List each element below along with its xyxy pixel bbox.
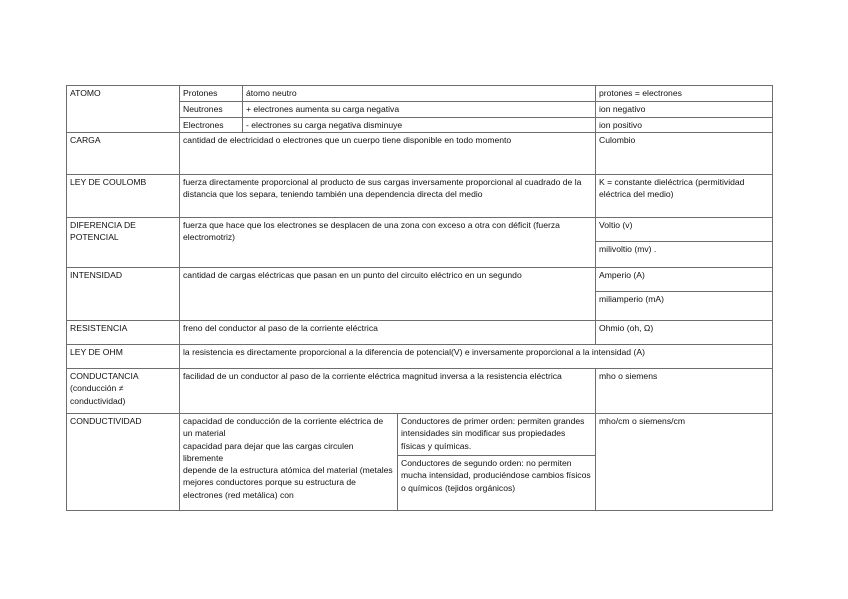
unit-conductancia: mho o siemens [596,369,773,414]
unit-potencial-voltio: Voltio (v) [596,218,773,242]
definition-resistencia: freno del conductor al paso de la corriente eléctrica [180,321,596,345]
table-row [67,414,773,511]
unit-conductividad: mho/cm o siemens/cm [596,414,773,511]
unit-carga: Culombio [596,133,773,175]
row-label-conductancia: CONDUCTANCIA (conducción ≠ conductividad) [67,369,180,414]
conductor-orders [398,414,596,511]
conductividad-line: capacidad de conducción de la corriente eléctrica de un material [183,416,384,439]
definition-coulomb: fuerza directamente proporcional al producto de sus cargas inversamente proporcional al cuadrado de la distancia que los separa, teniendo también una dependencia directa del medio [180,175,596,218]
unit-potencial-milivoltio: milivoltio (mv) . [596,242,773,268]
unit-intensidad-miliamperio: miliamperio (mA) [596,292,773,321]
definition-ohm: la resistencia es directamente proporcional a la diferencia de potencial(V) e inversamente proporcional a la intensidad (A) [180,345,773,369]
table-row [67,175,773,218]
unit-intensidad-amperio: Amperio (A) [596,268,773,292]
table-row [67,321,773,345]
definition-conductividad [180,414,398,511]
particle-name: Electrones [180,118,243,133]
row-label-conductividad: CONDUCTIVIDAD [67,414,180,511]
row-label-ohm: LEY DE OHM [67,345,180,369]
row-label-atomo: ATOMO [67,86,180,133]
row-label-coulomb: LEY DE COULOMB [67,175,180,218]
particle-desc: - electrones su carga negativa disminuye [243,118,596,133]
definition-carga: cantidad de electricidad o electrones que un cuerpo tiene disponible en todo momento [180,133,596,175]
particle-name: Protones [180,86,243,102]
definition-conductancia: facilidad de un conductor al paso de la corriente eléctrica magnitud inversa a la resistencia eléctrica [180,369,596,414]
conductividad-line: capacidad para dejar que las cargas circulen libremente [183,440,354,463]
row-label-potencial: DIFERENCIA DE POTENCIAL [67,218,180,268]
row-label-resistencia: RESISTENCIA [67,321,180,345]
particle-result: ion negativo [596,102,773,118]
table-row [67,369,773,414]
concepts-table [66,85,773,511]
table-row [67,218,773,242]
conductividad-line: depende de la estructura atómica del material (metales mejores conductores porque su estructura de electrones (red metálica) con [183,465,393,500]
particle-result: protones = electrones [596,86,773,102]
definition-intensidad: cantidad de cargas eléctricas que pasan en un punto del circuito eléctrico en un segundo [180,268,596,321]
table-row [67,86,773,102]
table-row [67,345,773,369]
orden-primero: Conductores de primer orden: permiten grandes intensidades sin modificar sus propiedades físicas y químicas. [398,414,595,456]
particle-result: ion positivo [596,118,773,133]
definition-potencial: fuerza que hace que los electrones se desplacen de una zona con exceso a otra con déficit (fuerza electromotriz) [180,218,596,268]
row-label-intensidad: INTENSIDAD [67,268,180,321]
table-row [67,133,773,175]
particle-name: Neutrones [180,102,243,118]
unit-resistencia: Ohmio (oh, Ω) [596,321,773,345]
particle-desc: + electrones aumenta su carga negativa [243,102,596,118]
unit-coulomb: K = constante dieléctrica (permitividad eléctrica del medio) [596,175,773,218]
orden-segundo: Conductores de segundo orden: no permiten mucha intensidad, produciéndose cambios físicos o químicos (tejidos orgánicos) [401,458,591,493]
row-label-carga: CARGA [67,133,180,175]
table-row [67,268,773,292]
particle-desc: átomo neutro [243,86,596,102]
